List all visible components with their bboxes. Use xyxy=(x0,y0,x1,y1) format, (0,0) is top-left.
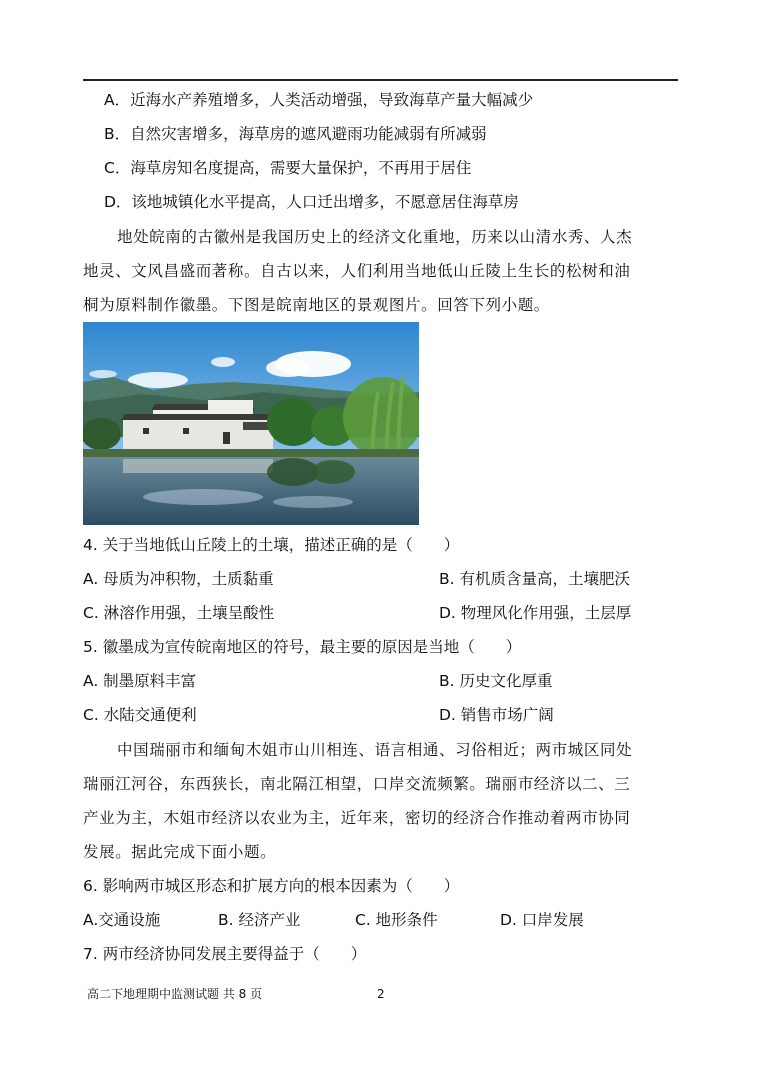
passage1-line-2: 地灵、文风昌盛而著称。自古以来，人们利用当地低山丘陵上生长的松树和油 xyxy=(83,262,631,280)
footer-title: 高二下地理期中监测试题 共 8 页 xyxy=(87,987,263,1001)
passage1-line-3: 桐为原料制作徽墨。下图是皖南地区的景观图片。回答下列小题。 xyxy=(83,296,550,314)
q5-option-c: C. 水陆交通便利 xyxy=(83,706,197,724)
q5-option-a: A. 制墨原料丰富 xyxy=(83,672,197,690)
q4-option-d: D. 物理风化作用强，土层厚 xyxy=(439,604,632,622)
q4-option-b: B. 有机质含量高，土壤肥沃 xyxy=(439,570,630,588)
q7-stem: 7. 两市经济协同发展主要得益于（ ） xyxy=(83,945,367,963)
header-rule xyxy=(83,79,678,81)
q4-stem: 4. 关于当地低山丘陵上的土壤，描述正确的是（ ） xyxy=(83,536,460,554)
q5-option-b: B. 历史文化厚重 xyxy=(439,672,553,690)
passage2-line-2: 瑞丽江河谷，东西狭长，南北隔江相望，口岸交流频繁。瑞丽市经济以二、三 xyxy=(83,775,631,793)
q5-option-d: D. 销售市场广阔 xyxy=(439,706,554,724)
q6-option-d: D. 口岸发展 xyxy=(500,911,584,929)
prev-option-b: B．自然灾害增多，海草房的遮风避雨功能减弱有所减弱 xyxy=(104,125,487,143)
page-number: 2 xyxy=(377,987,385,1001)
prev-option-d: D．该地城镇化水平提高，人口迁出增多，不愿意居住海草房 xyxy=(104,193,519,211)
passage2-line-1: 中国瑞丽市和缅甸木姐市山川相连、语言相通、习俗相近；两市城区同处 xyxy=(117,741,633,759)
prev-option-c: C．海草房知名度提高，需要大量保护，不再用于居住 xyxy=(104,159,472,177)
q6-option-b: B. 经济产业 xyxy=(218,911,301,929)
q4-option-c: C. 淋溶作用强，土壤呈酸性 xyxy=(83,604,275,622)
landscape-photo xyxy=(83,322,419,525)
q6-stem: 6. 影响两市城区形态和扩展方向的根本因素为（ ） xyxy=(83,877,460,895)
passage2-line-3: 产业为主，木姐市经济以农业为主，近年来，密切的经济合作推动着两市协同 xyxy=(83,809,631,827)
q6-option-a: A.交通设施 xyxy=(83,911,161,929)
q6-option-c: C. 地形条件 xyxy=(355,911,438,929)
q4-option-a: A. 母质为冲积物，土质黏重 xyxy=(83,570,274,588)
passage1-line-1: 地处皖南的古徽州是我国历史上的经济文化重地，历来以山清水秀、人杰 xyxy=(117,228,633,246)
prev-option-a: A．近海水产养殖增多，人类活动增强，导致海草产量大幅减少 xyxy=(104,91,534,109)
q5-stem: 5. 徽墨成为宣传皖南地区的符号，最主要的原因是当地（ ） xyxy=(83,638,522,656)
passage2-line-4: 发展。据此完成下面小题。 xyxy=(83,843,277,861)
